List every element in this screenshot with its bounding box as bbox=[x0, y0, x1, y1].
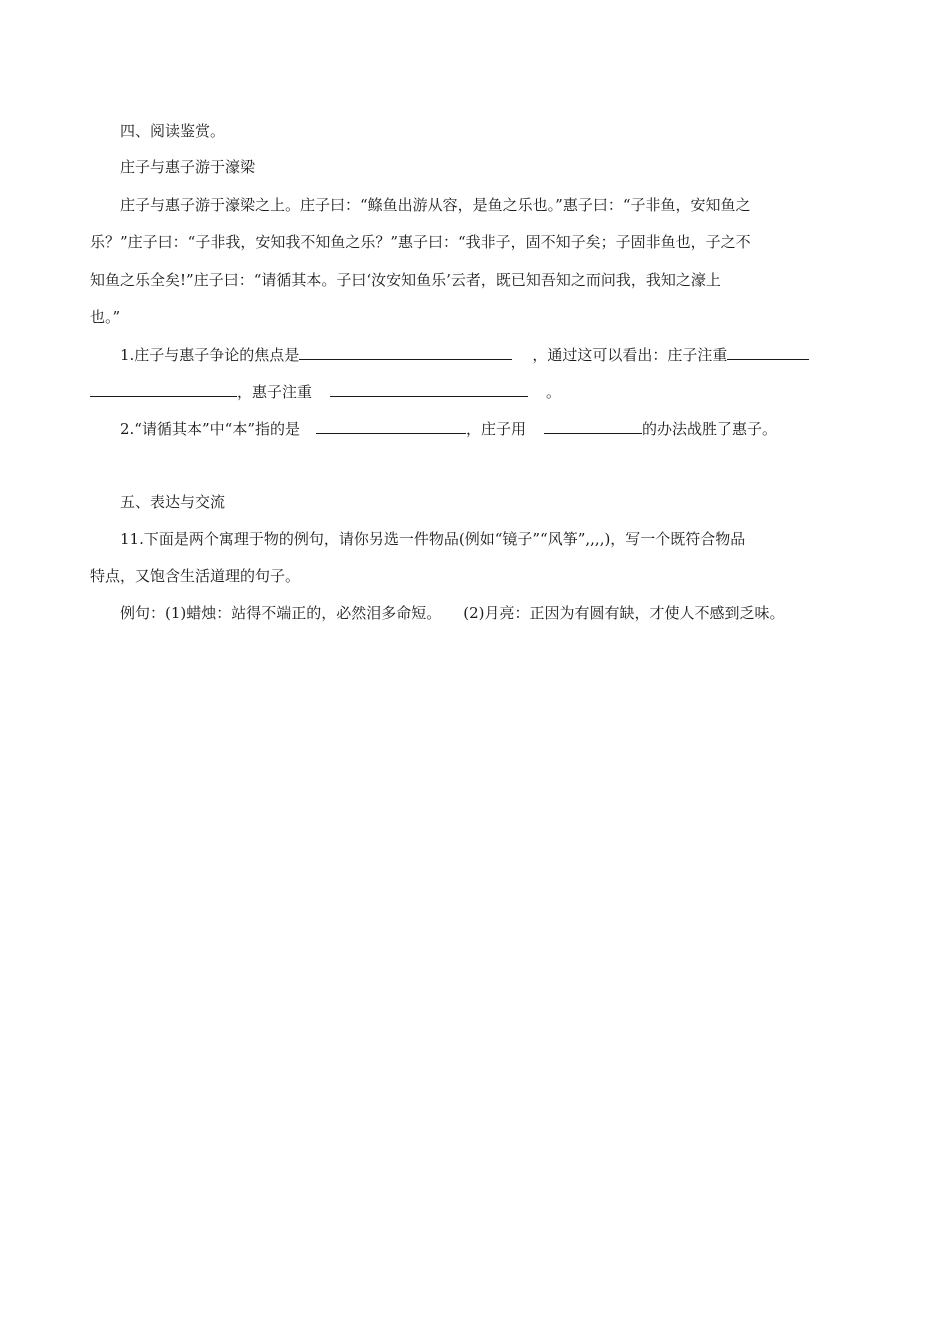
question-2-prefix: 2.“请循其本”中“本”指的是 bbox=[120, 420, 300, 438]
question-1-line2-mid: ，惠子注重 bbox=[237, 383, 313, 401]
question-2-suffix: 的办法战胜了惠子。 bbox=[642, 420, 778, 438]
passage-line-1: 庄子与惠子游于濠梁之上。庄子曰：“鲦鱼出游从容，是鱼之乐也。”惠子曰：“子非鱼，安知鱼之 bbox=[120, 196, 751, 214]
passage-line-2: 乐？”庄子曰：“子非我，安知我不知鱼之乐？”惠子曰：“我非子，固不知子矣；子固非鱼也，子之不 bbox=[90, 233, 751, 251]
answer-blank-huizi[interactable] bbox=[330, 381, 528, 397]
answer-blank-method[interactable] bbox=[544, 418, 642, 434]
section-5-heading: 五、表达与交流 bbox=[120, 493, 226, 511]
example-sentences bbox=[120, 603, 785, 623]
question-1-prefix: 1.庄子与惠子争论的焦点是 bbox=[120, 346, 300, 364]
question-1-line-1 bbox=[120, 344, 809, 365]
question-11-line-1: 11.下面是两个寓理于物的例句，请你另选一件物品(例如“镜子”“风筝”,,,,)，写一个既符合物品 bbox=[120, 530, 746, 548]
question-1-line2-end: 。 bbox=[546, 383, 562, 401]
answer-blank-zhuangzi-part1[interactable] bbox=[727, 344, 809, 360]
question-2-mid: ，庄子用 bbox=[466, 420, 527, 438]
question-1-mid: ，通过这可以看出：庄子注重 bbox=[532, 346, 728, 364]
example-1: (1)蜡烛：站得不端正的，必然泪多命短。 bbox=[165, 604, 442, 622]
answer-blank-zhuangzi-part2[interactable] bbox=[90, 381, 237, 397]
answer-blank-ben[interactable] bbox=[316, 418, 466, 434]
question-11-line-2: 特点，又饱含生活道理的句子。 bbox=[90, 567, 301, 585]
passage-line-3: 知鱼之乐全矣!”庄子曰：“请循其本。子曰‘汝安知鱼乐’云者，既已知吾知之而问我，我知之濠上 bbox=[90, 271, 721, 289]
section-4-heading: 四、阅读鉴赏。 bbox=[120, 122, 226, 140]
example-2: (2)月亮：正因为有圆有缺，才使人不感到乏味。 bbox=[463, 604, 785, 622]
passage-title: 庄子与惠子游于濠梁 bbox=[120, 158, 256, 176]
example-label: 例句： bbox=[120, 604, 166, 622]
question-2 bbox=[120, 418, 777, 439]
answer-blank-focus[interactable] bbox=[299, 344, 512, 360]
passage-line-4: 也。” bbox=[90, 308, 121, 326]
question-1-line-2 bbox=[90, 381, 561, 402]
